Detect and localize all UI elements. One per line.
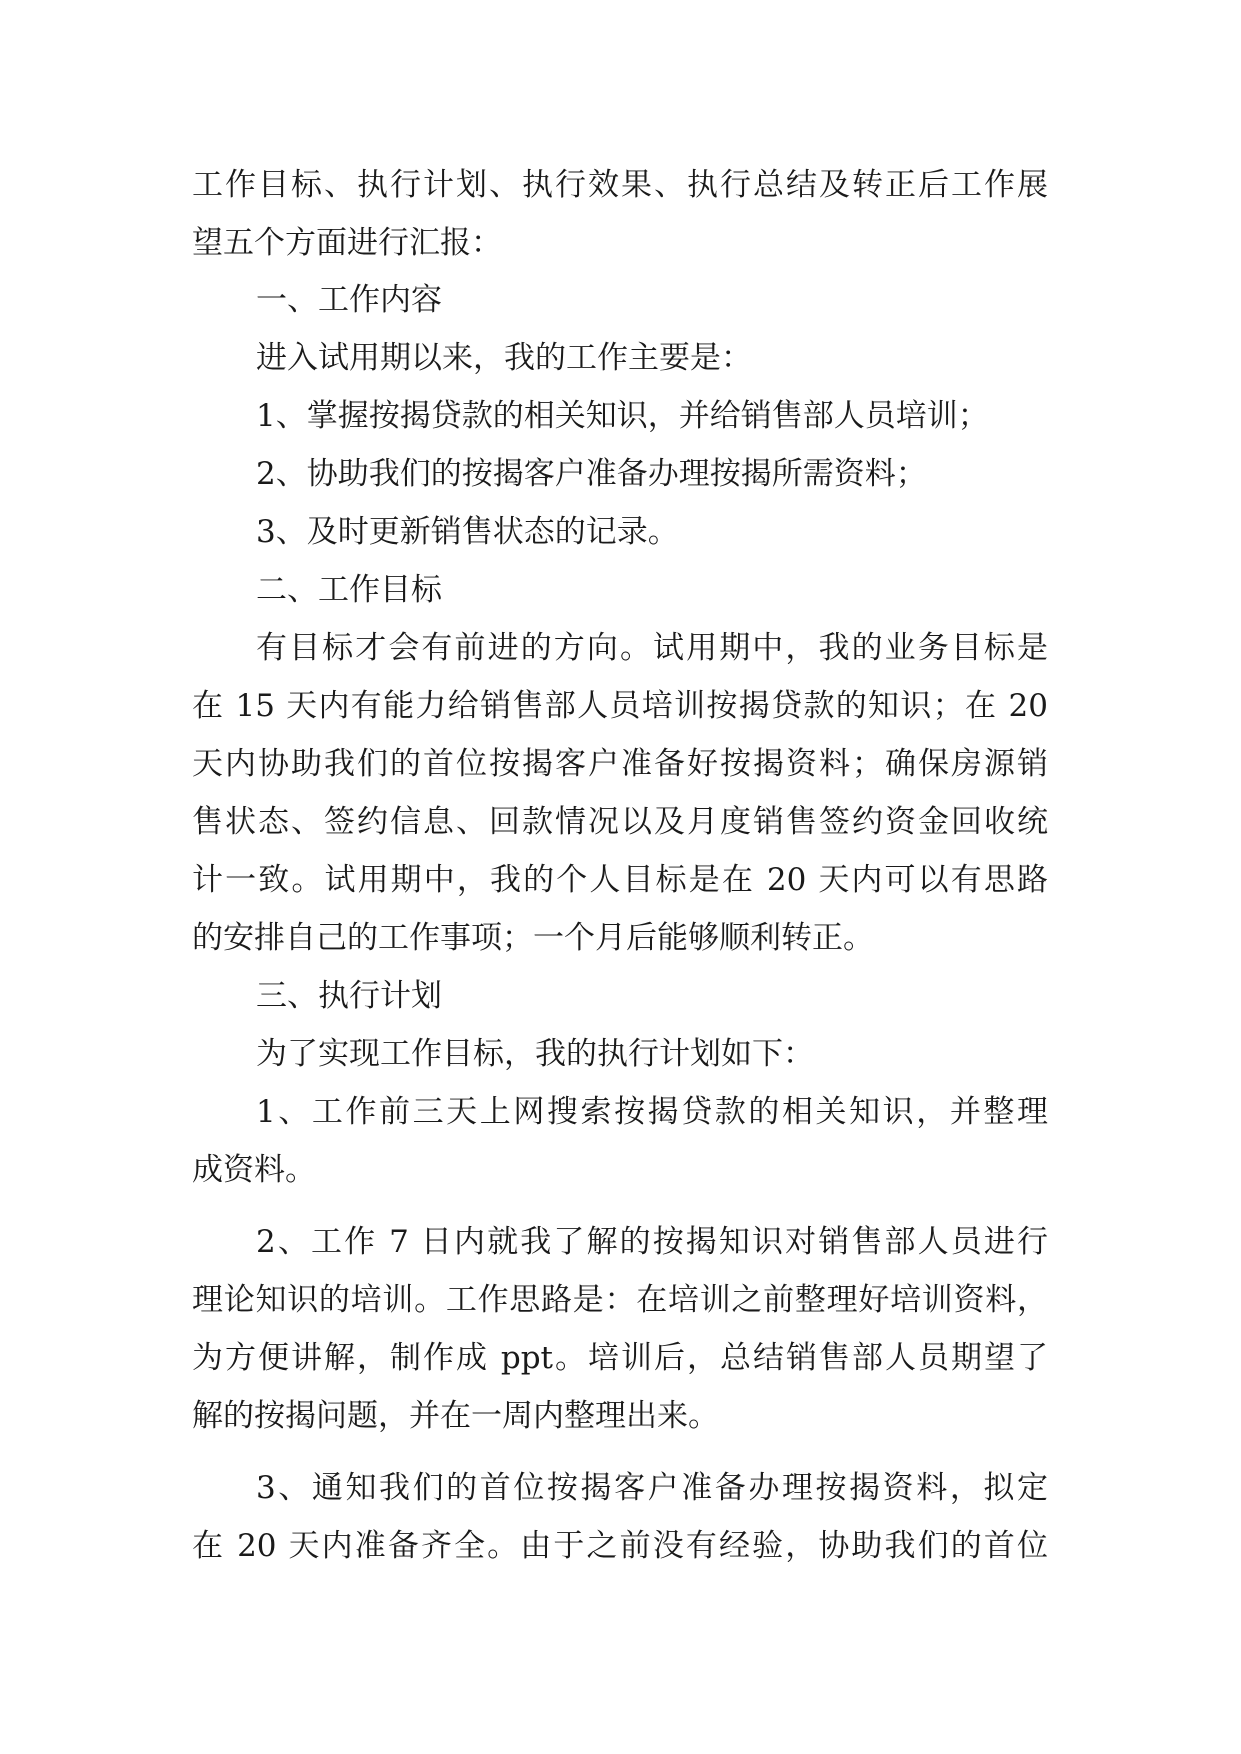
list-item: 2、工作 7 日内就我了解的按揭知识对销售部人员进行 [256,1224,1048,1260]
text-line: 天内协助我们的首位按揭客户准备好按揭资料；确保房源销 [192,746,1048,782]
list-item: 3、通知我们的首位按揭客户准备办理按揭资料，拟定 [256,1470,1048,1506]
list-item: 1、掌握按揭贷款的相关知识，并给销售部人员培训； [256,398,989,434]
text-line: 望五个方面进行汇报： [192,225,502,261]
text-line: 的安排自己的工作事项；一个月后能够顺利转正。 [192,920,874,956]
section-heading-execution-plan: 三、执行计划 [256,978,442,1014]
text-line: 为方便讲解，制作成 ppt。培训后，总结销售部人员期望了 [192,1340,1048,1376]
text-line: 有目标才会有前进的方向。试用期中，我的业务目标是 [256,630,1048,666]
text-line: 进入试用期以来，我的工作主要是： [256,340,752,376]
section-heading-work-goals: 二、工作目标 [256,572,442,608]
text-line: 售状态、签约信息、回款情况以及月度销售签约资金回收统 [192,804,1048,840]
text-line: 计一致。试用期中，我的个人目标是在 20 天内可以有思路 [192,862,1048,898]
list-item: 3、及时更新销售状态的记录。 [256,514,679,550]
text-line: 解的按揭问题，并在一周内整理出来。 [192,1398,719,1434]
text-line: 成资料。 [192,1152,316,1188]
section-heading-work-content: 一、工作内容 [256,282,442,318]
text-line: 理论知识的培训。工作思路是：在培训之前整理好培训资料， [192,1282,1048,1318]
text-line: 为了实现工作目标，我的执行计划如下： [256,1036,814,1072]
list-item: 2、协助我们的按揭客户准备办理按揭所需资料； [256,456,927,492]
list-item: 1、工作前三天上网搜索按揭贷款的相关知识，并整理 [256,1094,1048,1130]
text-line: 在 20 天内准备齐全。由于之前没有经验，协助我们的首位 [192,1528,1048,1564]
text-line: 工作目标、执行计划、执行效果、执行总结及转正后工作展 [192,167,1048,203]
text-line: 在 15 天内有能力给销售部人员培训按揭贷款的知识；在 20 [192,688,1048,724]
